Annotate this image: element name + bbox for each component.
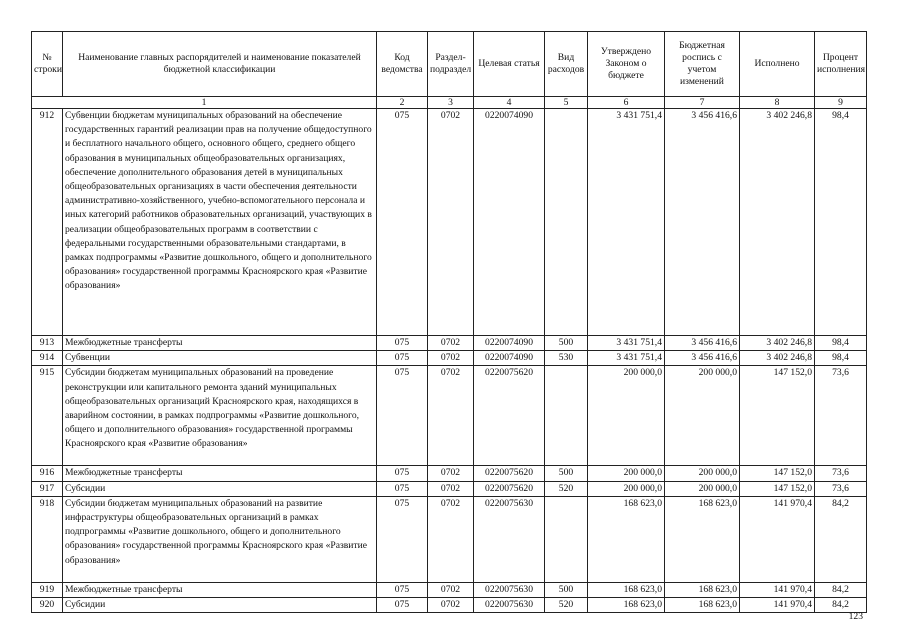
- header-name: Наименование главных распорядителей и наименование показателей бюджетной классификации: [63, 32, 377, 97]
- table-row: [32, 366, 867, 466]
- column-number: 6: [588, 97, 665, 109]
- column-number: 7: [665, 97, 740, 109]
- row-name: Субсидии: [63, 598, 377, 613]
- row-executed: 147 152,0: [740, 466, 815, 481]
- row-name: Субсидии: [63, 481, 377, 496]
- row-approved: 200 000,0: [588, 466, 665, 481]
- header-expense-type: Вид расходов: [545, 32, 588, 97]
- row-percent: 73,6: [815, 366, 867, 466]
- row-budget-schedule: 200 000,0: [665, 466, 740, 481]
- row-target-article: 0220074090: [474, 336, 545, 351]
- row-budget-schedule: 200 000,0: [665, 366, 740, 466]
- row-name: Субвенции бюджетам муниципальных образований на обеспечение государственных гарантий реализации прав на получение общедоступного и бесплатного начального общего, основного общего, среднего общего образования в муниципальных общеобразовательных организациях, обеспечение дополнительного образования детей в муниципальных общеобразовательных организациях в части обеспечения деятельности административно-хозяйственного, учебно-вспомогательного персонала и иных категорий работников образовательных организаций, участвующих в реализации общеобразовательных программ в соответствии с федеральными государственными образовательными стандартами, в рамках подпрограммы «Развитие дошкольного, общего и дополнительного образования» государственной программы Красноярского края «Развитие образования»: [63, 109, 377, 336]
- header-section: Раздел-подраздел: [428, 32, 474, 97]
- column-number: 1: [32, 97, 377, 109]
- table-row: [32, 466, 867, 481]
- row-dept-code: 075: [377, 109, 428, 336]
- row-name: Межбюджетные трансферты: [63, 582, 377, 597]
- row-target-article: 0220074090: [474, 109, 545, 336]
- row-section: 0702: [428, 366, 474, 466]
- row-target-article: 0220075630: [474, 598, 545, 613]
- header-target-article: Целевая статья: [474, 32, 545, 97]
- table-header-row: [32, 32, 867, 97]
- row-number: 920: [32, 598, 63, 613]
- row-percent: 73,6: [815, 466, 867, 481]
- row-executed: 3 402 246,8: [740, 109, 815, 336]
- row-target-article: 0220075630: [474, 496, 545, 582]
- row-section: 0702: [428, 336, 474, 351]
- row-expense-type: 500: [545, 466, 588, 481]
- row-dept-code: 075: [377, 466, 428, 481]
- row-name: Субсидии бюджетам муниципальных образований на проведение реконструкции или капитального ремонта зданий муниципальных общеобразовательных организаций Красноярского края, находящихся в аварийном состоянии, в рамках подпрограммы «Развитие дошкольного, общего и дополнительного образования» государственной программы Красноярского края «Развитие образования»: [63, 366, 377, 466]
- column-number: 3: [428, 97, 474, 109]
- row-name: Субсидии бюджетам муниципальных образований на развитие инфраструктуры общеобразовательных организаций в рамках подпрограммы «Развитие дошкольного, общего и дополнительного образования» государственной программы Красноярского края «Развитие образования»: [63, 496, 377, 582]
- row-expense-type: [545, 366, 588, 466]
- column-number: 4: [474, 97, 545, 109]
- row-name: Субвенции: [63, 351, 377, 366]
- row-approved: 3 431 751,4: [588, 336, 665, 351]
- row-expense-type: 530: [545, 351, 588, 366]
- row-section: 0702: [428, 481, 474, 496]
- row-percent: 84,2: [815, 496, 867, 582]
- row-expense-type: [545, 109, 588, 336]
- row-expense-type: 500: [545, 582, 588, 597]
- row-budget-schedule: 168 623,0: [665, 496, 740, 582]
- row-number: 915: [32, 366, 63, 466]
- row-target-article: 0220074090: [474, 351, 545, 366]
- row-dept-code: 075: [377, 496, 428, 582]
- column-number: 2: [377, 97, 428, 109]
- row-number: 914: [32, 351, 63, 366]
- row-approved: 3 431 751,4: [588, 109, 665, 336]
- column-number: 9: [815, 97, 867, 109]
- row-percent: 98,4: [815, 336, 867, 351]
- row-approved: 3 431 751,4: [588, 351, 665, 366]
- row-number: 916: [32, 466, 63, 481]
- table-row: [32, 336, 867, 351]
- row-executed: 3 402 246,8: [740, 351, 815, 366]
- row-budget-schedule: 168 623,0: [665, 598, 740, 613]
- column-number-row: [32, 97, 867, 109]
- row-budget-schedule: 3 456 416,6: [665, 351, 740, 366]
- row-approved: 168 623,0: [588, 496, 665, 582]
- row-percent: 73,6: [815, 481, 867, 496]
- row-executed: 147 152,0: [740, 481, 815, 496]
- row-section: 0702: [428, 466, 474, 481]
- row-executed: 147 152,0: [740, 366, 815, 466]
- row-expense-type: 520: [545, 481, 588, 496]
- row-target-article: 0220075620: [474, 466, 545, 481]
- row-name: Межбюджетные трансферты: [63, 466, 377, 481]
- row-executed: 141 970,4: [740, 598, 815, 613]
- row-dept-code: 075: [377, 598, 428, 613]
- row-target-article: 0220075620: [474, 481, 545, 496]
- row-dept-code: 075: [377, 481, 428, 496]
- row-approved: 168 623,0: [588, 598, 665, 613]
- row-expense-type: 520: [545, 598, 588, 613]
- row-number: 917: [32, 481, 63, 496]
- row-budget-schedule: 3 456 416,6: [665, 109, 740, 336]
- row-approved: 200 000,0: [588, 481, 665, 496]
- row-target-article: 0220075630: [474, 582, 545, 597]
- header-row-number: № строки: [32, 32, 63, 97]
- row-target-article: 0220075620: [474, 366, 545, 466]
- row-number: 918: [32, 496, 63, 582]
- column-number: 8: [740, 97, 815, 109]
- row-percent: 98,4: [815, 109, 867, 336]
- table-row: [32, 582, 867, 597]
- row-percent: 98,4: [815, 351, 867, 366]
- row-dept-code: 075: [377, 351, 428, 366]
- row-dept-code: 075: [377, 582, 428, 597]
- row-expense-type: 500: [545, 336, 588, 351]
- header-dept-code: Код ведомства: [377, 32, 428, 97]
- row-expense-type: [545, 496, 588, 582]
- row-executed: 3 402 246,8: [740, 336, 815, 351]
- row-section: 0702: [428, 496, 474, 582]
- row-percent: 84,2: [815, 582, 867, 597]
- table-row: [32, 496, 867, 582]
- row-approved: 168 623,0: [588, 582, 665, 597]
- row-budget-schedule: 168 623,0: [665, 582, 740, 597]
- header-approved: Утверждено Законом о бюджете: [588, 32, 665, 97]
- header-budget-schedule: Бюджетная роспись с учетом изменений: [665, 32, 740, 97]
- row-number: 913: [32, 336, 63, 351]
- table-row: [32, 481, 867, 496]
- row-section: 0702: [428, 582, 474, 597]
- table-row: [32, 351, 867, 366]
- budget-execution-table: [31, 31, 867, 613]
- row-dept-code: 075: [377, 336, 428, 351]
- header-percent: Процент исполнения: [815, 32, 867, 97]
- row-approved: 200 000,0: [588, 366, 665, 466]
- row-section: 0702: [428, 598, 474, 613]
- row-name: Межбюджетные трансферты: [63, 336, 377, 351]
- row-executed: 141 970,4: [740, 496, 815, 582]
- table-row: [32, 598, 867, 613]
- page-number: 123: [848, 611, 863, 622]
- row-dept-code: 075: [377, 366, 428, 466]
- header-executed: Исполнено: [740, 32, 815, 97]
- row-percent: 84,2: [815, 598, 867, 613]
- row-number: 919: [32, 582, 63, 597]
- row-section: 0702: [428, 351, 474, 366]
- column-number: 5: [545, 97, 588, 109]
- row-number: 912: [32, 109, 63, 336]
- row-budget-schedule: 3 456 416,6: [665, 336, 740, 351]
- row-executed: 141 970,4: [740, 582, 815, 597]
- table-row: [32, 109, 867, 336]
- row-budget-schedule: 200 000,0: [665, 481, 740, 496]
- row-section: 0702: [428, 109, 474, 336]
